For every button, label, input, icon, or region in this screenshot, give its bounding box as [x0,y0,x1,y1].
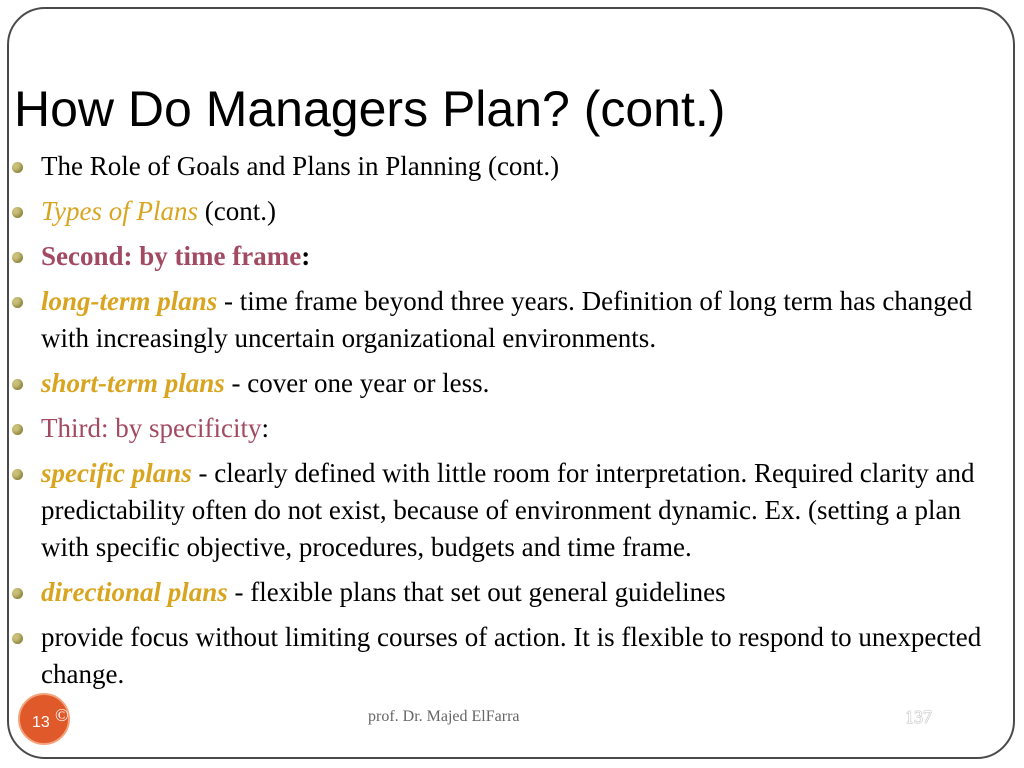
list-item [12,619,1012,693]
bullet-list [12,148,1012,701]
list-item [12,148,1012,185]
copyright-icon: © [55,705,69,725]
list-item [12,574,1012,611]
list-item [12,238,1012,275]
bullet-icon [12,252,23,263]
list-item [12,193,1012,230]
bullet-text: - cover one year or less. [224,368,490,398]
bullet-icon [12,297,23,308]
bullet-emphasis: directional plans [41,577,228,607]
bullet-icon [12,588,23,599]
bullet-emphasis: specific plans [41,458,192,488]
list-item [12,455,1012,566]
bullet-icon [12,633,23,644]
list-item [12,410,1012,447]
bullet-text: - time frame beyond three years. Definition of long term has changed with increasingly uncertain organizational environments. [41,286,973,353]
page-number: 13 [32,714,50,731]
bullet-emphasis: Third: by specificity [41,413,262,443]
bullet-icon [12,469,23,480]
bullet-icon [12,379,23,390]
footer-author: prof. Dr. Majed ElFarra [368,708,520,725]
slide-title: How Do Managers Plan? (cont.) [14,81,726,137]
bullet-text: The Role of Goals and Plans in Planning (cont.) [41,151,560,181]
bullet-text: - flexible plans that set out general guidelines [227,577,726,607]
bullet-emphasis: Second: by time frame [41,241,302,271]
list-item [12,365,1012,402]
bullet-text: provide focus without limiting courses of action. It is flexible to respond to unexpected change. [41,622,982,689]
slide-number: 137 [905,707,932,727]
bullet-text: : [301,241,311,271]
bullet-icon [12,162,23,173]
bullet-emphasis: long-term plans [41,286,218,316]
bullet-text: - clearly defined with little room for interpretation. Required clarity and predictability often do not exist, because of environment dynamic. Ex. (setting a plan with specific objective, procedures, budgets and time frame. [41,458,975,562]
bullet-text: : [261,413,269,443]
bullet-text: (cont.) [198,196,276,226]
bullet-icon [12,207,23,218]
bullet-emphasis: Types of Plans [41,196,198,226]
bullet-icon [12,424,23,435]
bullet-emphasis: short-term plans [41,368,225,398]
list-item [12,283,1012,357]
